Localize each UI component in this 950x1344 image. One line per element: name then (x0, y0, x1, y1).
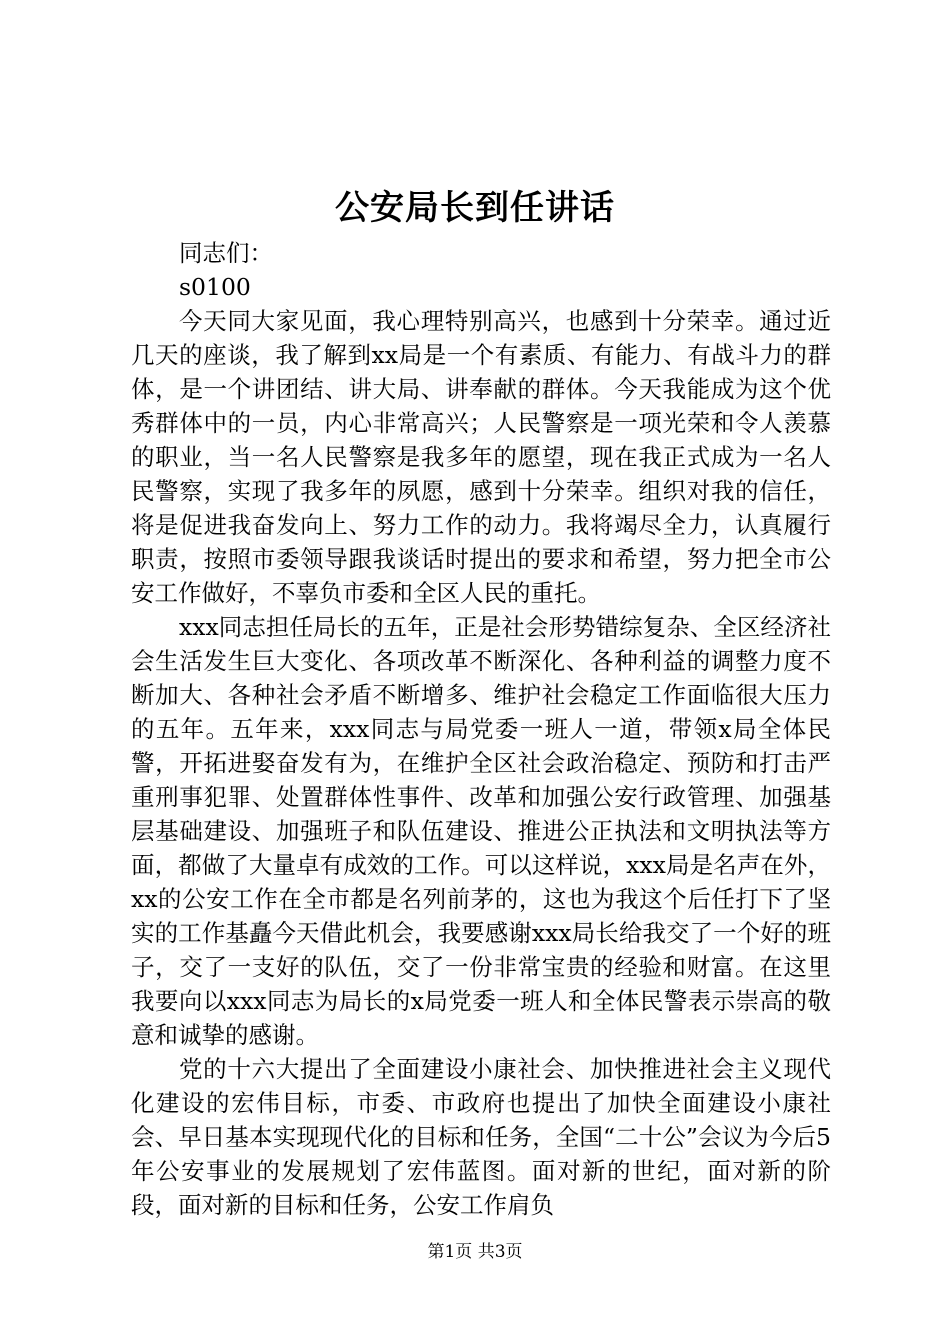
paragraph-1: 今天同大家见面，我心理特别高兴，也感到十分荣幸。通过近几天的座谈，我了解到xx局是一个有素质、有能力、有战斗力的群体，是一个讲团结、讲大局、讲奉献的群体。今天我能成为这个优秀群体中的一员，内心非常高兴；人民警察是一项光荣和令人羡慕的职业，当一名人民警察是我多年的愿望，现在我正式成为一名人民警察，实现了我多年的夙愿，感到十分荣幸。组织对我的信任，将是促进我奋发向上、努力工作的动力。我将竭尽全力，认真履行职责，按照市委领导跟我谈话时提出的要求和希望，努力把全市公安工作做好，不辜负市委和全区人民的重托。 (131, 307, 831, 607)
salutation: 同志们： (179, 239, 273, 267)
document-body (131, 236, 831, 1222)
paragraph-2: xxx同志担任局长的五年，正是社会形势错综复杂、全区经济社会生活发生巨大变化、各项改革不断深化、各种利益的调整力度不断加大、各种社会矛盾不断增多、维护社会稳定工作面临很大压力的五年。五年来，xxx同志与局党委一班人一道，带领x局全体民警，开拓进娶奋发有为，在维护全区社会政治稳定、预防和打击严重刑事犯罪、处置群体性事件、改革和加强公安行政管理、加强基层基础建设、加强班子和队伍建设、推进公正执法和文明执法等方面，都做了大量卓有成效的工作。可以这样说，xxx局是名声在外，xx的公安工作在全市都是名列前茅的，这也为我这个后任打下了坚实的工作基矗今天借此机会，我要感谢xxx局长给我交了一个好的班子，交了一支好的队伍，交了一份非常宝贵的经验和财富。在这里我要向以xxx同志为局长的x局党委一班人和全体民警表示崇高的敬意和诚挚的感谢。 (131, 613, 831, 1049)
document-code: s0100 (179, 273, 251, 301)
document-title: 公安局长到任讲话 (335, 188, 615, 228)
page-number: 第1页 共3页 (427, 1242, 523, 1262)
paragraph-3: 党的十六大提出了全面建设小康社会、加快推进社会主义现代化建设的宏伟目标，市委、市政府也提出了加快全面建设小康社会、早日基本实现现代化的目标和任务，全国“二十公”会议为今后5年公安事业的发展规划了宏伟蓝图。面对新的世纪，面对新的阶段，面对新的目标和任务，公安工作肩负 (131, 1055, 831, 1219)
